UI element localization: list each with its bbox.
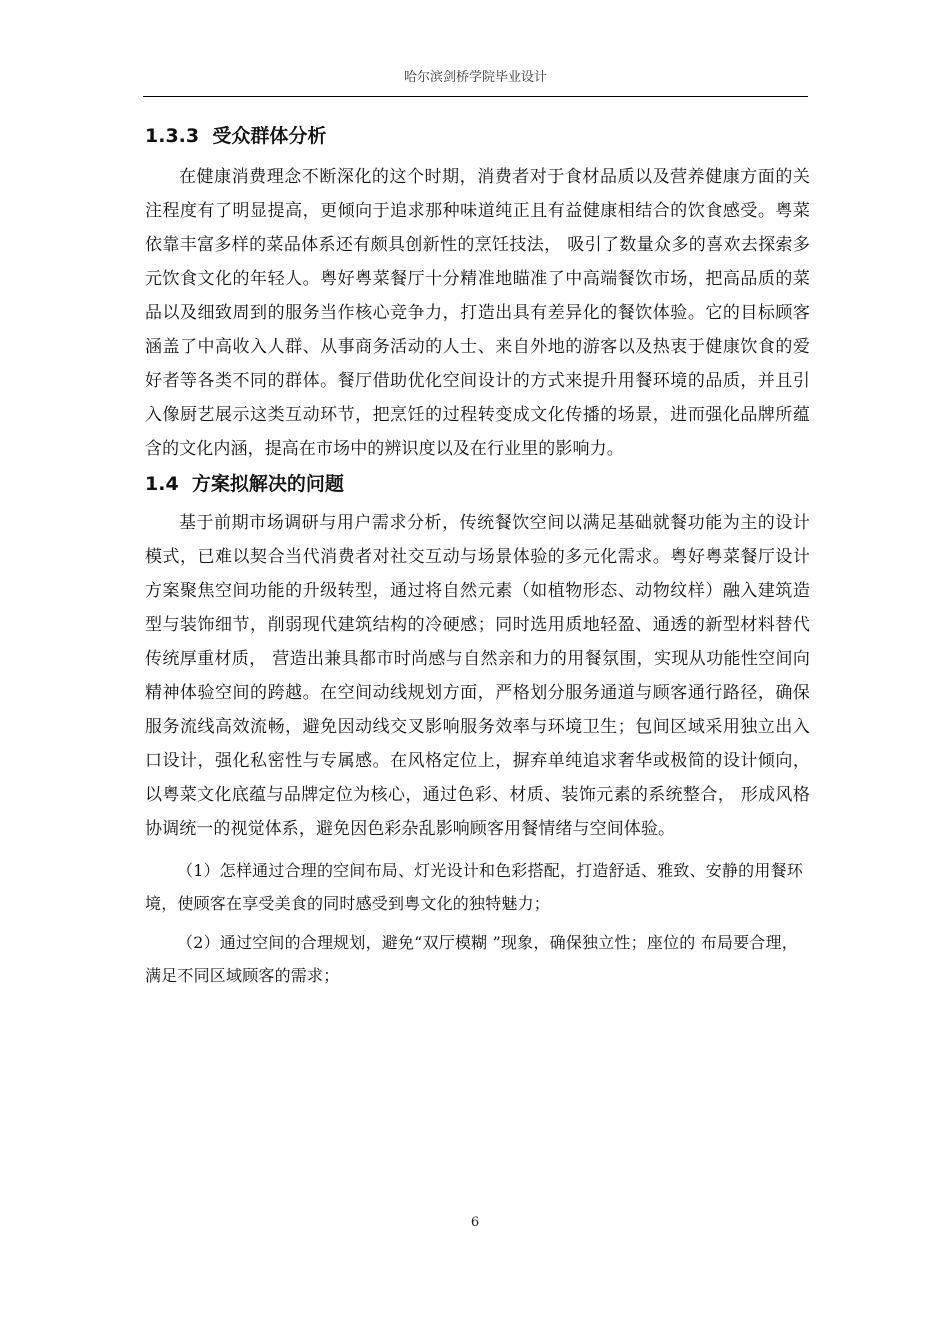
list-item-1: （1）怎样通过合理的空间布局、灯光设计和色彩搭配，打造舒适、雅致、安静的用餐环境，使顾客在享受美食的同时感受到粤文化的独特魅力； xyxy=(145,861,803,913)
body-paragraph-audience-analysis: 在健康消费理念不断深化的这个时期，消费者对于食材品质以及营养健康方面的关注程度有了明显提高，更倾向于追求那种味道纯正且有益健康相结合的饮食感受。粤菜依靠丰富多样的菜品体系还有颇具创新性的烹饪技法， 吸引了数量众多的喜欢去探索多元饮食文化的年轻人。粤好粤菜餐厅十分精准地瞄准了中高端餐饮市场，把高品质的菜品以及细致周到的服务当作核心竞争力，打造出具有差异化的餐饮体验。它的目标顾客涵盖了中高收入人群、从事商务活动的人士、来自外地的游客以及热衷于健康饮食的爱好者等各类不同的群体。餐厅借助优化空间设计的方式来提升用餐环境的品质，并且引入像厨艺展示这类互动环节，把烹饪的过程转变成文化传播的场景，进而强化品牌所蕴含的文化内涵，提高在市场中的辨识度以及在行业里的影响力。 xyxy=(145,167,810,459)
list-item-2: （2）通过空间的合理规划，避免“双厅模糊 ”现象，确保独立性；座位的 布局要合理，满足不同区域顾客的需求； xyxy=(145,933,798,985)
header-divider xyxy=(143,96,808,97)
section-heading-1-3-3: 1.3.3 受众群体分析 xyxy=(145,125,327,147)
section-heading-1-4: 1.4 方案拟解决的问题 xyxy=(145,473,344,495)
page-number: 6 xyxy=(470,1215,480,1230)
page-body xyxy=(145,122,810,992)
running-header: 哈尔滨剑桥学院毕业设计 xyxy=(403,70,547,85)
body-paragraph-problems: 基于前期市场调研与用户需求分析，传统餐饮空间以满足基础就餐功能为主的设计模式，已难以契合当代消费者对社交互动与场景体验的多元化需求。粤好粤菜餐厅设计方案聚焦空间功能的升级转型，通过将自然元素（如植物形态、动物纹样）融入建筑造型与装饰细节，削弱现代建筑结构的冷硬感；同时选用质地轻盈、通透的新型材料替代传统厚重材质， 营造出兼具都市时尚感与自然亲和力的用餐氛围，实现从功能性空间向精神体验空间的跨越。在空间动线规划方面，严格划分服务通道与顾客通行路径，确保服务流线高效流畅，避免因动线交叉影响服务效率与环境卫生；包间区域采用独立出入口设计，强化私密性与专属感。在风格定位上，摒弃单纯追求奢华或极简的设计倾向，以粤菜文化底蕴与品牌定位为核心，通过色彩、材质、装饰元素的系统整合， 形成风格协调统一的视觉体系，避免因色彩杂乱影响顾客用餐情绪与空间体验。 xyxy=(145,513,810,839)
